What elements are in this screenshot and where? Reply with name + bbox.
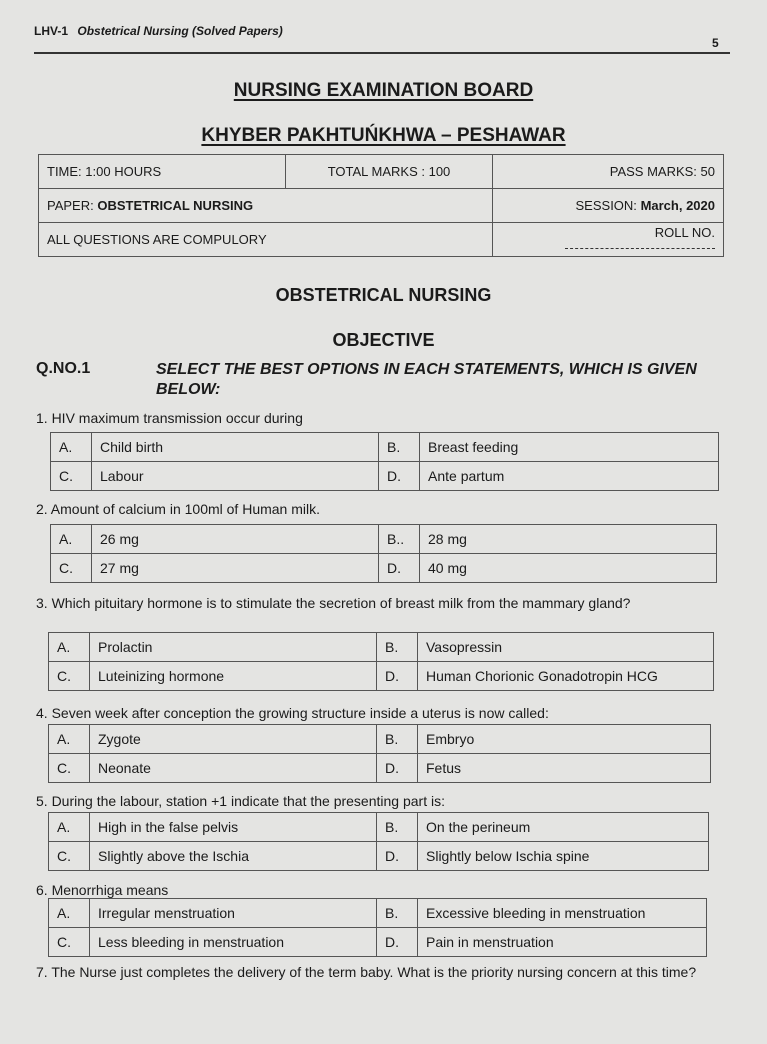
question-text: 1. HIV maximum transmission occur during bbox=[36, 410, 303, 426]
page-number: 5 bbox=[712, 36, 719, 50]
options-row bbox=[49, 899, 707, 928]
option-text: 26 mg bbox=[92, 525, 379, 554]
options-row bbox=[49, 725, 711, 754]
options-row bbox=[49, 633, 714, 662]
option-text: Fetus bbox=[418, 754, 711, 783]
option-text: Ante partum bbox=[420, 462, 719, 491]
option-letter: D. bbox=[377, 928, 418, 957]
option-letter: C. bbox=[49, 754, 90, 783]
option-letter: B. bbox=[377, 633, 418, 662]
option-letter: B. bbox=[377, 813, 418, 842]
option-text: 27 mg bbox=[92, 554, 379, 583]
options-row bbox=[49, 813, 709, 842]
option-letter: D. bbox=[377, 754, 418, 783]
option-text: Neonate bbox=[90, 754, 377, 783]
compulsory-cell: ALL QUESTIONS ARE COMPULORY bbox=[39, 223, 493, 257]
option-letter: C. bbox=[49, 662, 90, 691]
option-letter: C. bbox=[49, 842, 90, 871]
option-letter: A. bbox=[49, 725, 90, 754]
total-marks-cell: TOTAL MARKS : 100 bbox=[286, 155, 493, 189]
option-text: Prolactin bbox=[90, 633, 377, 662]
option-text: Vasopressin bbox=[418, 633, 714, 662]
options-row bbox=[49, 842, 709, 871]
option-letter: D. bbox=[379, 462, 420, 491]
option-letter: A. bbox=[51, 433, 92, 462]
option-text: 40 mg bbox=[420, 554, 717, 583]
options-row bbox=[49, 662, 714, 691]
exam-info-table bbox=[38, 154, 724, 257]
option-letter: A. bbox=[49, 899, 90, 928]
option-letter: D. bbox=[377, 662, 418, 691]
option-text: Breast feeding bbox=[420, 433, 719, 462]
option-letter: C. bbox=[51, 462, 92, 491]
option-text: High in the false pelvis bbox=[90, 813, 377, 842]
roll-no-cell: ROLL NO. bbox=[493, 223, 724, 257]
option-letter: D. bbox=[377, 842, 418, 871]
options-table bbox=[50, 432, 719, 491]
option-text: Labour bbox=[92, 462, 379, 491]
time-cell: TIME: 1:00 HOURS bbox=[39, 155, 286, 189]
option-letter: A. bbox=[49, 813, 90, 842]
subject-heading: OBSTETRICAL NURSING bbox=[275, 285, 492, 305]
question-text: 3. Which pituitary hormone is to stimulate the secretion of breast milk from the mammary gland? bbox=[36, 595, 631, 611]
location-title: KHYBER PAKHTUŃKHWA – PESHAWAR bbox=[201, 125, 566, 146]
options-row bbox=[51, 462, 719, 491]
option-text: Zygote bbox=[90, 725, 377, 754]
header-rule bbox=[34, 52, 730, 54]
question-number: Q.NO.1 bbox=[36, 360, 91, 377]
option-text: Excessive bleeding in menstruation bbox=[418, 899, 707, 928]
option-letter: B. bbox=[377, 899, 418, 928]
options-row bbox=[51, 554, 717, 583]
board-title: NURSING EXAMINATION BOARD bbox=[233, 80, 534, 101]
options-row bbox=[51, 525, 717, 554]
options-row bbox=[49, 754, 711, 783]
instruction: SELECT THE BEST OPTIONS IN EACH STATEMENTS, WHICH IS GIVEN BELOW: bbox=[156, 361, 697, 398]
options-table bbox=[48, 898, 707, 957]
options-row bbox=[49, 928, 707, 957]
option-text: Human Chorionic Gonadotropin HCG bbox=[418, 662, 714, 691]
question-text: 6. Menorrhiga means bbox=[36, 882, 169, 898]
option-letter: D. bbox=[379, 554, 420, 583]
options-table bbox=[48, 632, 714, 691]
pass-marks-cell: PASS MARKS: 50 bbox=[493, 155, 724, 189]
options-table bbox=[48, 812, 709, 871]
part-heading: OBJECTIVE bbox=[332, 330, 435, 350]
session-cell: SESSION: March, 2020 bbox=[493, 189, 724, 223]
option-text: Slightly above the Ischia bbox=[90, 842, 377, 871]
question-text: 4. Seven week after conception the growing structure inside a uterus is now called: bbox=[36, 705, 549, 721]
option-text: 28 mg bbox=[420, 525, 717, 554]
option-text: Slightly below Ischia spine bbox=[418, 842, 709, 871]
option-text: Irregular menstruation bbox=[90, 899, 377, 928]
option-letter: B. bbox=[379, 433, 420, 462]
book-code: LHV-1 bbox=[34, 24, 69, 38]
option-text: Pain in menstruation bbox=[418, 928, 707, 957]
roll-no-blank bbox=[565, 248, 715, 249]
option-text: On the perineum bbox=[418, 813, 709, 842]
option-letter: A. bbox=[49, 633, 90, 662]
option-text: Less bleeding in menstruation bbox=[90, 928, 377, 957]
book-subtitle: Obstetrical Nursing (Solved Papers) bbox=[77, 24, 283, 38]
question-text: 2. Amount of calcium in 100ml of Human milk. bbox=[36, 501, 321, 517]
option-letter: A. bbox=[51, 525, 92, 554]
option-text: Luteinizing hormone bbox=[90, 662, 377, 691]
paper-cell: PAPER: OBSTETRICAL NURSING bbox=[39, 189, 493, 223]
option-letter: C. bbox=[49, 928, 90, 957]
question-text: 7. The Nurse just completes the delivery of the term baby. What is the priority nursing concern at this time? bbox=[36, 964, 697, 980]
options-table bbox=[50, 524, 717, 583]
question-text: 5. During the labour, station +1 indicate that the presenting part is: bbox=[36, 793, 445, 809]
option-text: Embryo bbox=[418, 725, 711, 754]
option-text: Child birth bbox=[92, 433, 379, 462]
running-header bbox=[34, 24, 283, 38]
option-letter: C. bbox=[51, 554, 92, 583]
options-row bbox=[51, 433, 719, 462]
options-table bbox=[48, 724, 711, 783]
option-letter: B. bbox=[377, 725, 418, 754]
option-letter: B.. bbox=[379, 525, 420, 554]
